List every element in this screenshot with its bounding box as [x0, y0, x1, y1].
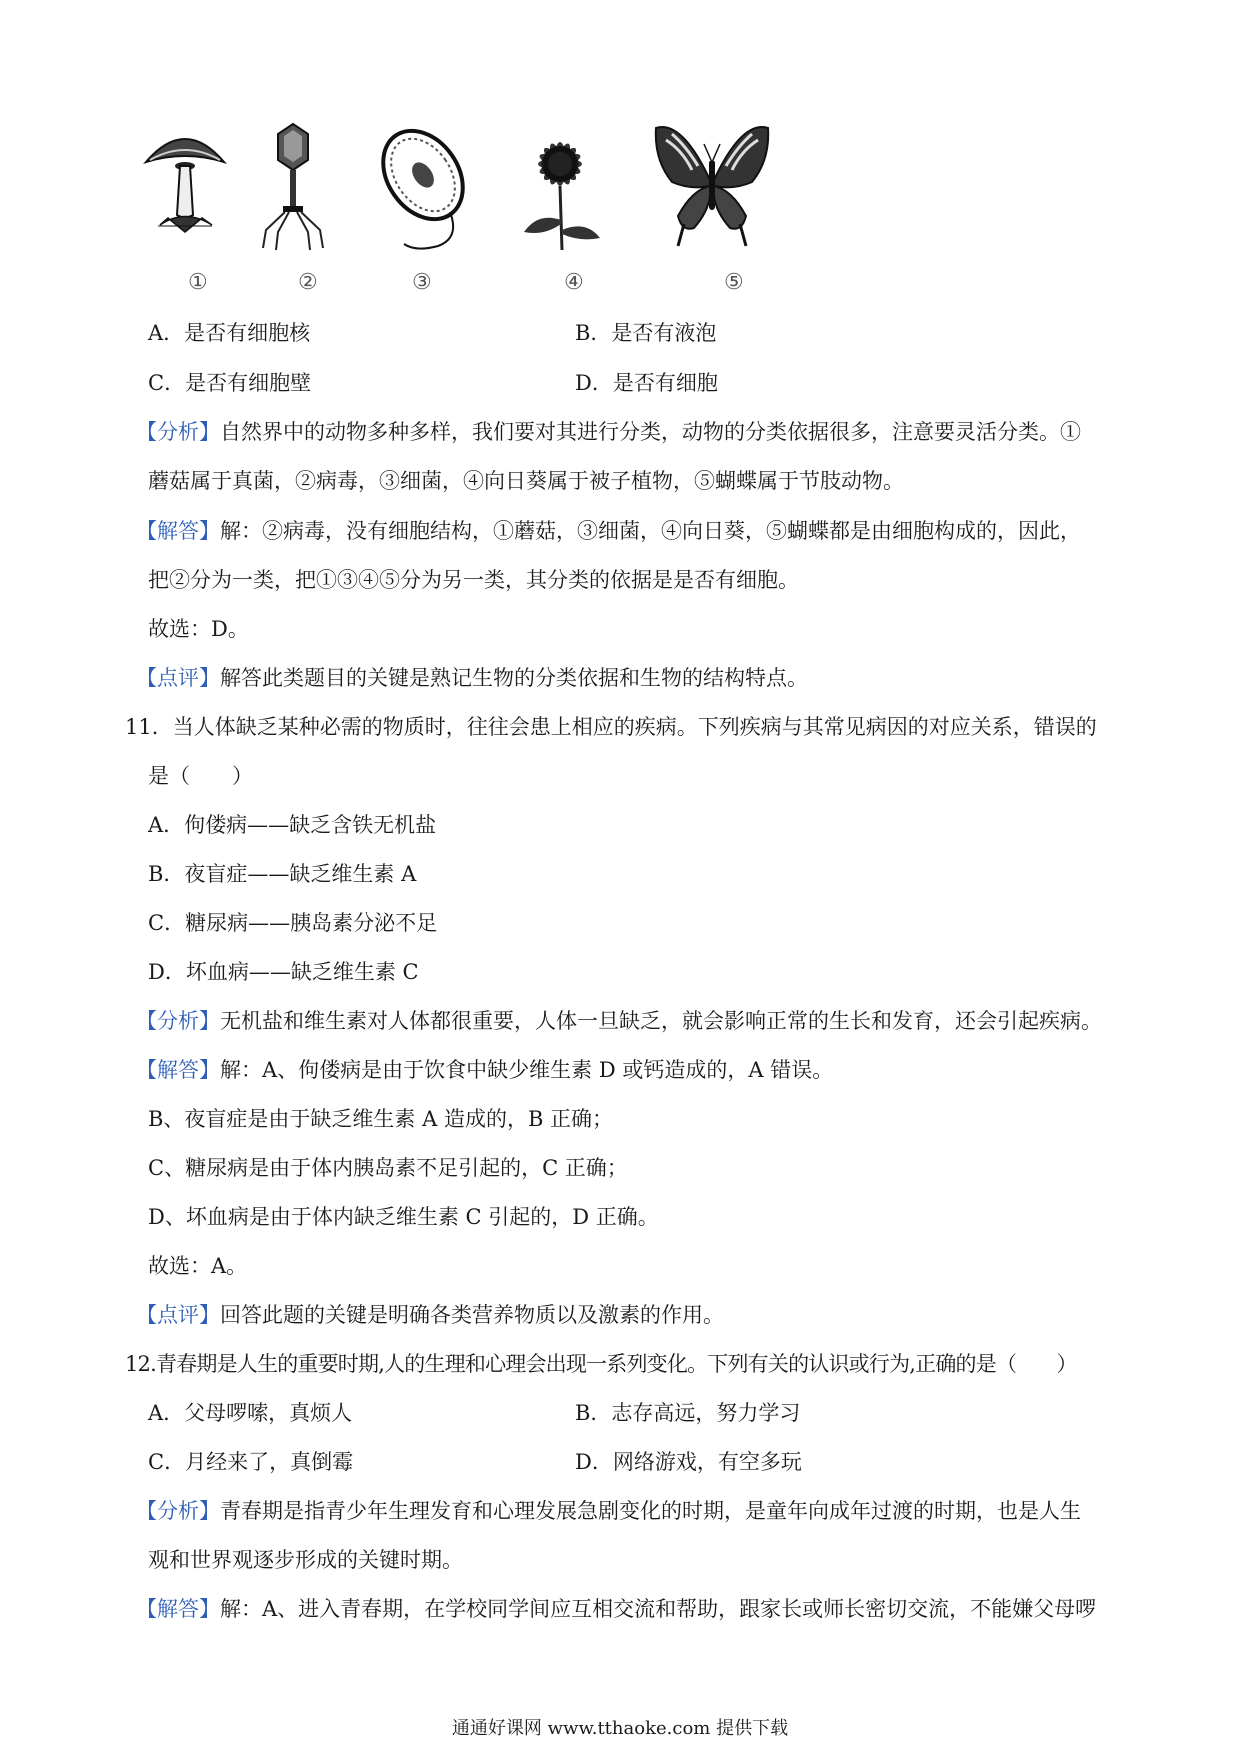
analysis-tag: 【分析】	[136, 420, 220, 444]
q12-option-a: A．父母啰嗦，真烦人	[148, 1401, 353, 1425]
q11-stem-1: 11．当人体缺乏某种必需的物质时，往往会患上相应的疾病。下列疾病与其常见病因的对应关系，错误的	[125, 715, 1097, 739]
q12-analysis-text-2: 观和世界观逐步形成的关键时期。	[148, 1548, 463, 1572]
q12-answer-text-1: 解：A、进入青春期，在学校同学间应互相交流和帮助，跟家长或师长密切交流，不能嫌父母啰	[220, 1597, 1097, 1621]
q12-option-c: C．月经来了，真倒霉	[148, 1450, 354, 1474]
q10-analysis-text-1: 自然界中的动物多种多样，我们要对其进行分类，动物的分类依据很多，注意要灵活分类。①	[220, 420, 1081, 444]
q10-comment-text: 解答此类题目的关键是熟记生物的分类依据和生物的结构特点。	[220, 666, 808, 690]
answer-tag: 【解答】	[136, 1058, 220, 1082]
comment-tag: 【点评】	[136, 666, 220, 690]
analysis-tag: 【分析】	[136, 1499, 220, 1523]
q11-answer-text-1: 解：A、佝偻病是由于饮食中缺少维生素 D 或钙造成的，A 错误。	[220, 1058, 834, 1082]
figure-label-3: ③	[412, 270, 432, 295]
q11-option-a: A．佝偻病——缺乏含铁无机盐	[148, 813, 437, 837]
q10-answer	[136, 516, 1081, 546]
q10-option-d: D．是否有细胞	[575, 371, 718, 395]
q12-stem: 12.青春期是人生的重要时期,人的生理和心理会出现一系列变化。下列有关的认识或行为,正确的是（ ）	[125, 1352, 1077, 1376]
virus-icon	[258, 120, 328, 260]
q11-comment	[136, 1300, 724, 1330]
figure-label-5: ⑤	[724, 270, 744, 295]
q11-analysis	[136, 1006, 1102, 1036]
q10-choice: 故选：D。	[148, 617, 249, 641]
analysis-tag: 【分析】	[136, 1009, 220, 1033]
q11-choice: 故选：A。	[148, 1254, 248, 1278]
organism-figures	[140, 120, 900, 300]
q12-analysis-text-1: 青春期是指青少年生理发育和心理发展急剧变化的时期，是童年向成年过渡的时期，也是人生	[220, 1499, 1081, 1523]
bacterium-icon	[368, 120, 478, 260]
q10-analysis	[136, 417, 1081, 447]
mushroom-icon	[140, 120, 230, 260]
q11-answer	[136, 1055, 833, 1085]
q11-option-c: C．糖尿病——胰岛素分泌不足	[148, 911, 438, 935]
figure-label-1: ①	[188, 270, 208, 295]
figure-label-4: ④	[564, 270, 584, 295]
page-footer: 通通好课网 www.tthaoke.com 提供下载	[451, 1718, 789, 1739]
sunflower-icon	[510, 120, 610, 260]
q10-answer-text-2: 把②分为一类，把①③④⑤分为另一类，其分类的依据是是否有细胞。	[148, 568, 799, 592]
q10-comment	[136, 663, 808, 693]
q12-option-b: B．志存高远，努力学习	[575, 1401, 801, 1425]
q10-answer-text-1: 解：②病毒，没有细胞结构，①蘑菇，③细菌，④向日葵，⑤蝴蝶都是由细胞构成的，因此，	[220, 519, 1081, 543]
q11-answer-text-3: C、糖尿病是由于体内胰岛素不足引起的，C 正确；	[148, 1156, 628, 1180]
q10-analysis-text-2: 蘑菇属于真菌，②病毒，③细菌，④向日葵属于被子植物，⑤蝴蝶属于节肢动物。	[148, 469, 904, 493]
answer-tag: 【解答】	[136, 1597, 220, 1621]
q12-answer	[136, 1594, 1096, 1624]
q11-option-d: D．坏血病——缺乏维生素 C	[148, 960, 419, 984]
answer-tag: 【解答】	[136, 519, 220, 543]
q11-comment-text: 回答此题的关键是明确各类营养物质以及激素的作用。	[220, 1303, 724, 1327]
q11-analysis-text: 无机盐和维生素对人体都很重要，人体一旦缺乏，就会影响正常的生长和发育，还会引起疾病。	[220, 1009, 1102, 1033]
q11-stem-2: 是（ ）	[148, 764, 253, 788]
q11-answer-text-2: B、夜盲症是由于缺乏维生素 A 造成的，B 正确；	[148, 1107, 614, 1131]
q11-answer-text-4: D、坏血病是由于体内缺乏维生素 C 引起的，D 正确。	[148, 1205, 659, 1229]
q10-option-b: B．是否有液泡	[575, 321, 717, 345]
butterfly-icon	[652, 120, 772, 260]
q10-option-a: A．是否有细胞核	[148, 321, 311, 345]
q11-option-b: B．夜盲症——缺乏维生素 A	[148, 862, 417, 886]
q12-analysis	[136, 1496, 1081, 1526]
q10-option-c: C．是否有细胞壁	[148, 371, 312, 395]
figure-label-2: ②	[298, 270, 318, 295]
q12-option-d: D．网络游戏，有空多玩	[575, 1450, 802, 1474]
comment-tag: 【点评】	[136, 1303, 220, 1327]
